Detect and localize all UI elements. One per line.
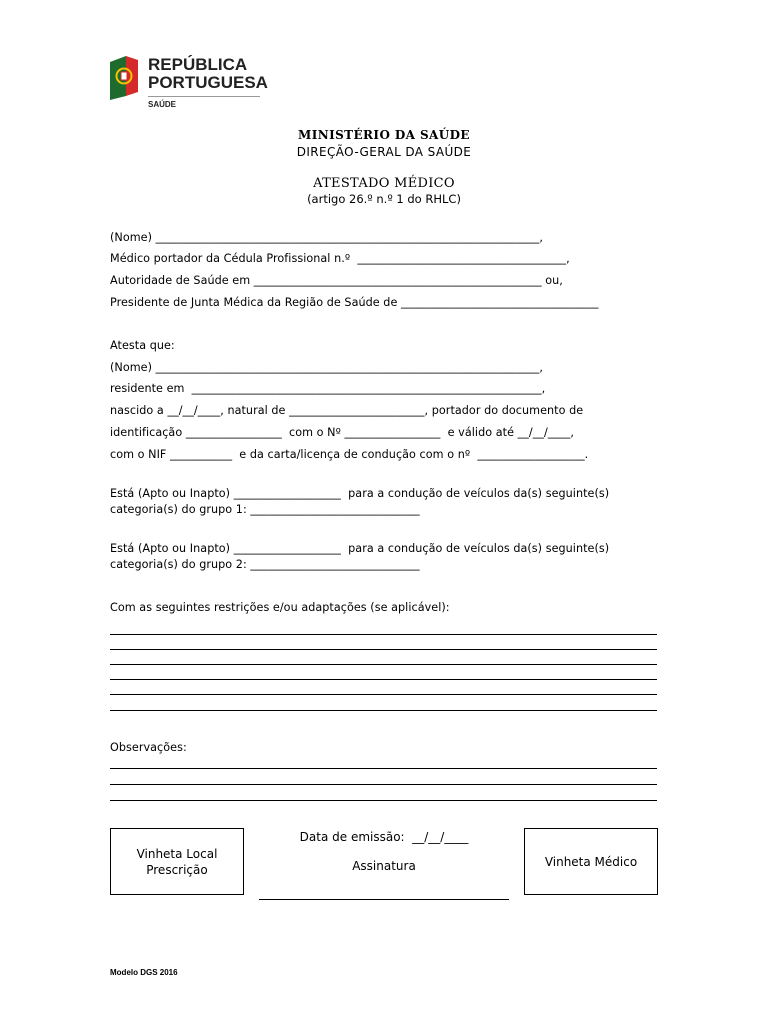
restrictions-line[interactable] — [110, 634, 657, 635]
nif-license-line[interactable]: com o NIF ___________ e da carta/licença de condução com o nº ___________________. — [110, 448, 589, 461]
person-name-line[interactable]: (Nome) ____________________________________________________________________, — [110, 361, 544, 374]
directorate-heading: DIREÇÃO-GERAL DA SAÚDE — [296, 145, 472, 159]
doctor-name-line[interactable]: (Nome) ____________________________________________________________________, — [110, 231, 544, 244]
local-prescription-stamp-box — [110, 828, 244, 895]
birth-line[interactable]: nascido a __/__/____, natural de ________________________, portador do documento de — [110, 404, 584, 417]
identification-line[interactable]: identificação _________________ com o Nº _________________ e válido até __/__/____, — [110, 426, 575, 439]
attest-intro: Atesta que: — [110, 339, 175, 352]
restrictions-line[interactable] — [110, 694, 657, 695]
brand-divider — [148, 96, 260, 97]
document-title: ATESTADO MÉDICO — [313, 176, 455, 191]
brand-line1: REPÚBLICA — [148, 55, 248, 74]
document-subtitle: (artigo 26.º n.º 1 do RHLC) — [307, 192, 461, 206]
restrictions-line[interactable] — [110, 664, 657, 665]
restrictions-line[interactable] — [110, 679, 657, 680]
signature-line[interactable] — [259, 899, 509, 900]
observations-line[interactable] — [110, 800, 657, 801]
doctor-stamp-label: Vinheta Médico — [544, 854, 638, 869]
observations-line[interactable] — [110, 784, 657, 785]
restrictions-label: Com as seguintes restrições e/ou adaptações (se aplicável): — [110, 601, 450, 614]
restrictions-line[interactable] — [110, 649, 657, 650]
health-authority-line[interactable]: Autoridade de Saúde em ___________________________________________________ ou, — [110, 274, 563, 287]
brand-sub: SAÚDE — [148, 100, 177, 109]
aptitude-group1-line1[interactable]: Está (Apto ou Inapto) ___________________ para a condução de veículos da(s) seguinte(s) — [110, 487, 610, 500]
brand-line2: PORTUGUESA — [148, 73, 268, 92]
doctor-card-line[interactable]: Médico portador da Cédula Profissional n.º _____________________________________, — [110, 252, 570, 265]
aptitude-group2-line1[interactable]: Está (Apto ou Inapto) ___________________ para a condução de veículos da(s) seguinte(s) — [110, 542, 610, 555]
observations-label: Observações: — [110, 741, 187, 754]
portugal-flag-icon — [106, 56, 140, 100]
local-prescription-label: Vinheta Local Prescrição — [136, 846, 218, 877]
residence-line[interactable]: residente em ______________________________________________________________, — [110, 382, 546, 395]
aptitude-group1-line2[interactable]: categoria(s) do grupo 1: ______________________________ — [110, 503, 420, 516]
doctor-stamp-box — [524, 828, 658, 895]
restrictions-line[interactable] — [110, 710, 657, 711]
model-label: Modelo DGS 2016 — [110, 968, 178, 977]
aptitude-group2-line2[interactable]: categoria(s) do grupo 2: ______________________________ — [110, 558, 420, 571]
emission-date[interactable]: Data de emissão: __/__/____ — [299, 830, 469, 844]
medical-board-line[interactable]: Presidente de Junta Médica da Região de Saúde de ___________________________________ — [110, 296, 599, 309]
ministry-heading: MINISTÉRIO DA SAÚDE — [298, 128, 470, 142]
observations-line[interactable] — [110, 768, 657, 769]
logo — [106, 55, 268, 109]
signature-label: Assinatura — [352, 859, 416, 873]
